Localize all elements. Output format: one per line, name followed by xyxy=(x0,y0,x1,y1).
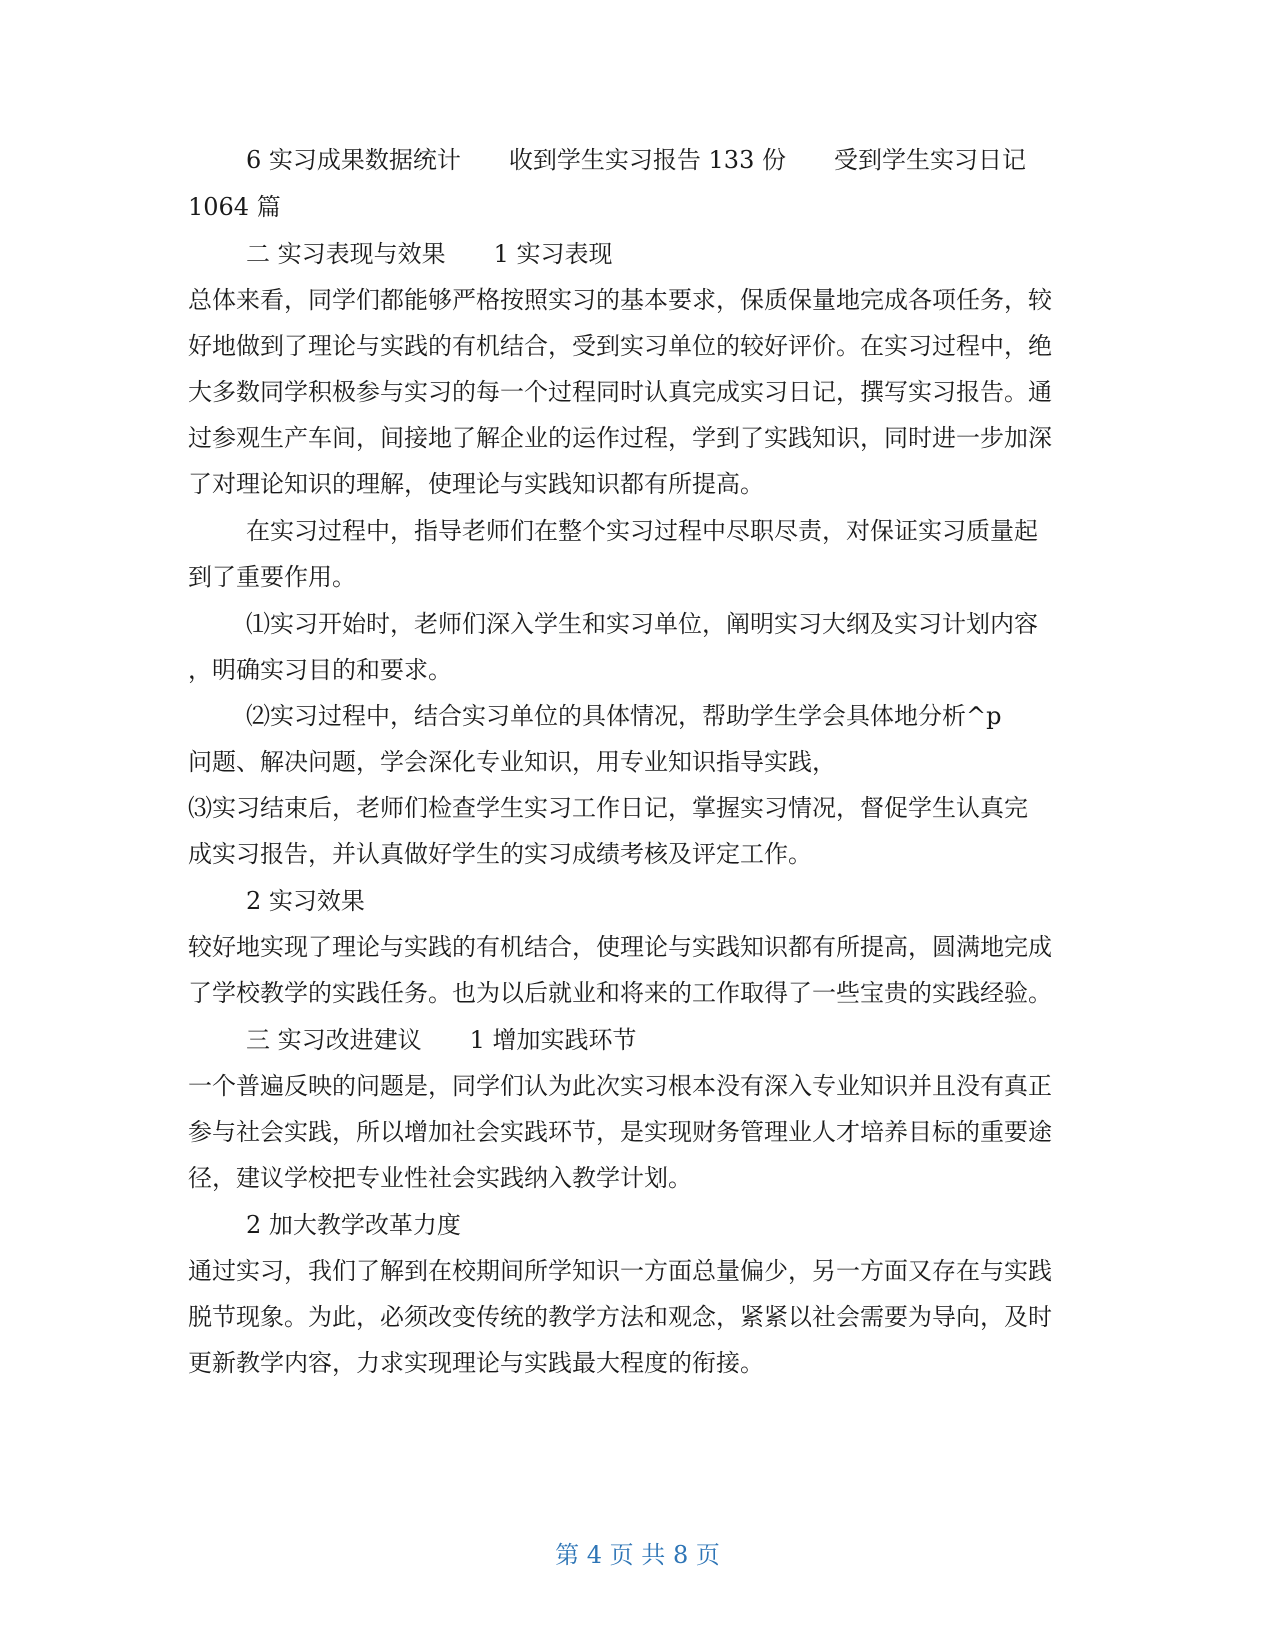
list-item-2-cont: 问题、解决问题，学会深化专业知识，用专业知识指导实践， xyxy=(188,748,836,776)
list-item-3-cont: 成实习报告，并认真做好学生的实习成绩考核及评定工作。 xyxy=(188,840,812,868)
paragraph-line: 径，建议学校把专业性社会实践纳入教学计划。 xyxy=(188,1164,692,1192)
paragraph-line: 脱节现象。为此，必须改变传统的教学方法和观念，紧紧以社会需要为导向，及时 xyxy=(188,1303,1052,1331)
paragraph-line: 在实习过程中，指导老师们在整个实习过程中尽职尽责，对保证实习质量起 xyxy=(246,517,1038,545)
paragraph-line: 参与社会实践，所以增加社会实践环节，是实现财务管理业人才培养目标的重要途 xyxy=(188,1118,1052,1146)
stats-line-cont: 1064 篇 xyxy=(188,193,281,221)
section-heading-effect: 2 实习效果 xyxy=(246,887,365,915)
section-heading-performance: 二 实习表现与效果 1 实习表现 xyxy=(246,240,613,268)
paragraph-line: 过参观生产车间，间接地了解企业的运作过程，学到了实践知识，同时进一步加深 xyxy=(188,424,1052,452)
paragraph-line: 通过实习，我们了解到在校期间所学知识一方面总量偏少，另一方面又存在与实践 xyxy=(188,1257,1052,1285)
stats-line: 6 实习成果数据统计 收到学生实习报告 133 份 受到学生实习日记 xyxy=(246,146,1026,174)
list-item-3: ⑶实习结束后，老师们检查学生实习工作日记，掌握实习情况，督促学生认真完 xyxy=(188,794,1028,822)
section-heading-reform: 2 加大教学改革力度 xyxy=(246,1211,461,1239)
paragraph-line: 了学校教学的实践任务。也为以后就业和将来的工作取得了一些宝贵的实践经验。 xyxy=(188,979,1052,1007)
paragraph-line: 更新教学内容，力求实现理论与实践最大程度的衔接。 xyxy=(188,1349,764,1377)
list-item-2: ⑵实习过程中，结合实习单位的具体情况，帮助学生学会具体地分析^p xyxy=(246,702,1002,730)
page-number-footer: 第 4 页 共 8 页 xyxy=(555,1541,720,1569)
paragraph-line: 总体来看，同学们都能够严格按照实习的基本要求，保质保量地完成各项任务，较 xyxy=(188,286,1052,314)
paragraph-line: 到了重要作用。 xyxy=(188,563,356,591)
list-item-1: ⑴实习开始时，老师们深入学生和实习单位，阐明实习大纲及实习计划内容 xyxy=(246,610,1038,638)
paragraph-line: 大多数同学积极参与实习的每一个过程同时认真完成实习日记，撰写实习报告。通 xyxy=(188,378,1052,406)
paragraph-line: 了对理论知识的理解，使理论与实践知识都有所提高。 xyxy=(188,470,764,498)
list-item-1-cont: ，明确实习目的和要求。 xyxy=(188,656,452,684)
section-heading-suggestions: 三 实习改进建议 1 增加实践环节 xyxy=(246,1026,637,1054)
paragraph-line: 较好地实现了理论与实践的有机结合，使理论与实践知识都有所提高，圆满地完成 xyxy=(188,933,1052,961)
paragraph-line: 好地做到了理论与实践的有机结合，受到实习单位的较好评价。在实习过程中，绝 xyxy=(188,332,1052,360)
paragraph-line: 一个普遍反映的问题是，同学们认为此次实习根本没有深入专业知识并且没有真正 xyxy=(188,1072,1052,1100)
